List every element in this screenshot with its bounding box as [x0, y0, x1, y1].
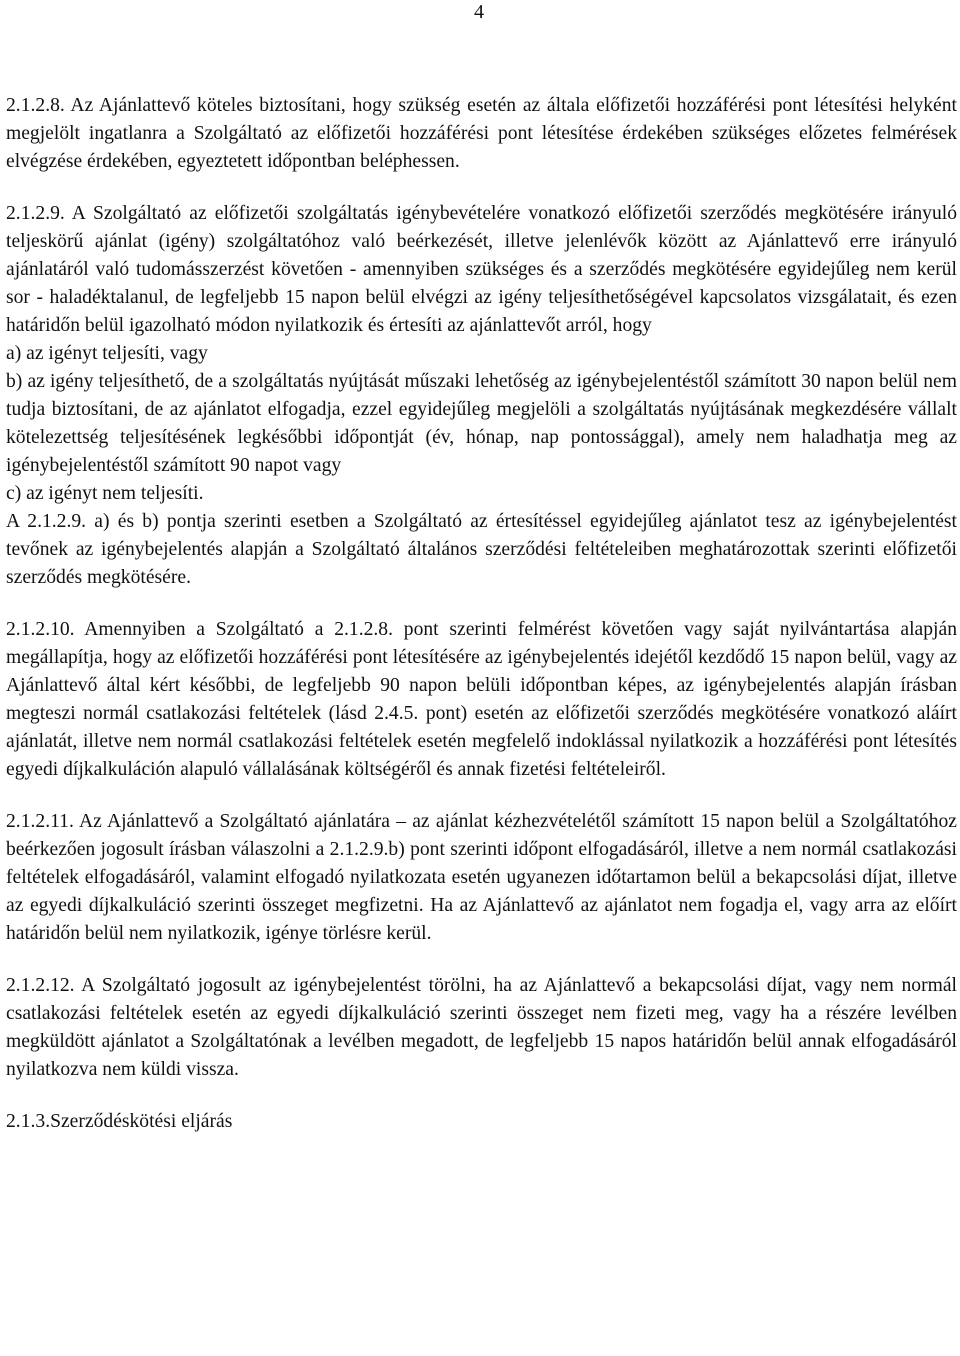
paragraph-2-1-2-11 — [6, 808, 957, 948]
paragraph-line: A 2.1.2.9. a) és b) pontja szerinti esetben a Szolgáltató az értesítéssel egyidejűleg ajánlatot tesz az igénybejelentést tevőnek az igénybejelentés alapján a Szolgáltató általános szerződési feltételeiben meghatározottak szerinti előfizetői szerződés megkötésére. — [6, 511, 957, 588]
section-heading: 2.1.3.Szerződéskötési eljárás — [6, 1111, 233, 1132]
paragraph-line: 2.1.2.9. A Szolgáltató az előfizetői szolgáltatás igénybevételére vonatkozó előfizetői szerződés megkötésére irányuló teljeskörű ajánlat (igény) szolgáltatóhoz való beérkezését, illetve jelenlévők között az Ajánlattevő erre irányuló ajánlatáról való tudomásszerzést követően - amennyiben szükséges és a szerződés megkötésére egyidejűleg nem kerül sor - haladéktalanul, de legfeljebb 15 napon belül elvégzi az igény teljesíthetőségével kapcsolatos vizsgálatait, és ezen határidőn belül igazolható módon nyilatkozik és értesíti az ajánlattevőt arról, hogy — [6, 203, 957, 336]
paragraph-2-1-2-12 — [6, 972, 957, 1084]
paragraph-line: 2.1.2.11. Az Ajánlattevő a Szolgáltató ajánlatára – az ajánlat kézhezvételétől számított 15 napon belül a Szolgáltatóhoz beérkezően jogosult írásban válaszolni a 2.1.2.9.b) pont szerinti időpont elfogadásáról, illetve a nem normál csatlakozási feltételek elfogadásáról, valamint elfogadó nyilatkozata esetén ugyanezen időtartamon belül a bekapcsolási díjat, illetve az egyedi díjkalkuláció szerinti összeget megfizetni. Ha az Ajánlattevő az ajánlatot nem fogadja el, vagy arra az előírt határidőn belül nem nyilatkozik, igénye törlésre kerül. — [6, 811, 957, 944]
paragraph-2-1-2-8 — [6, 92, 957, 176]
page-number: 4 — [474, 1, 484, 23]
list-item-b: b) az igény teljesíthető, de a szolgáltatás nyújtását műszaki lehetőség az igénybejelentéstől számított 30 napon belül nem tudja biztosítani, de az ajánlatot elfogadja, ezzel egyidejűleg megjelöli a szolgáltatás nyújtásának megkezdésére vállalt kötelezettség teljesítésének legkésőbbi időpontját (év, hónap, nap pontossággal), amely nem haladhatja meg az igénybejelentéstől számított 90 napot vagy — [6, 371, 957, 476]
document-body — [6, 92, 957, 1136]
paragraph-2-1-2-9 — [6, 200, 957, 592]
list-item-a: a) az igényt teljesíti, vagy — [6, 343, 208, 364]
paragraph-line: 2.1.2.8. Az Ajánlattevő köteles biztosítani, hogy szükség esetén az általa előfizetői hozzáférési pont létesítési helyként megjelölt ingatlanra a Szolgáltató az előfizetői hozzáférési pont létesítése érdekében szükséges előzetes felmérések elvégzése érdekében, egyeztetett időpontban beléphessen. — [6, 95, 957, 172]
paragraph-line: 2.1.2.10. Amennyiben a Szolgáltató a 2.1.2.8. pont szerinti felmérést követően vagy saját nyilvántartása alapján megállapítja, hogy az előfizetői hozzáférési pont létesítésére az igénybejelentés idejétől kezdődő 15 napon belül, vagy az Ajánlattevő által kért későbbi, de legfeljebb 90 napon belüli időpontban képes, az igénybejelentés alapján írásban megteszi normál csatlakozási feltételek (lásd 2.4.5. pont) esetén az előfizetői szerződés megkötésére vonatkozó aláírt ajánlatát, illetve nem normál csatlakozási feltételek esetén megfelelő indoklással nyilatkozik a hozzáférési pont létesítés egyedi díjkalkuláción alapuló vállalásának költségéről és annak fizetési feltételeiről. — [6, 619, 957, 780]
paragraph-line: 2.1.2.12. A Szolgáltató jogosult az igénybejelentést törölni, ha az Ajánlattevő a bekapcsolási díjat, vagy nem normál csatlakozási feltételek esetén az egyedi díjkalkuláció szerinti összeget nem fizeti meg, vagy ha a részére levélben megküldött ajánlatot a Szolgáltatónak a levélben megadott, de legfeljebb 15 napos határidőn belül annak elfogadásáról nyilatkozva nem küldi vissza. — [6, 975, 957, 1080]
list-item-c: c) az igényt nem teljesíti. — [6, 483, 204, 504]
paragraph-2-1-2-10 — [6, 616, 957, 784]
